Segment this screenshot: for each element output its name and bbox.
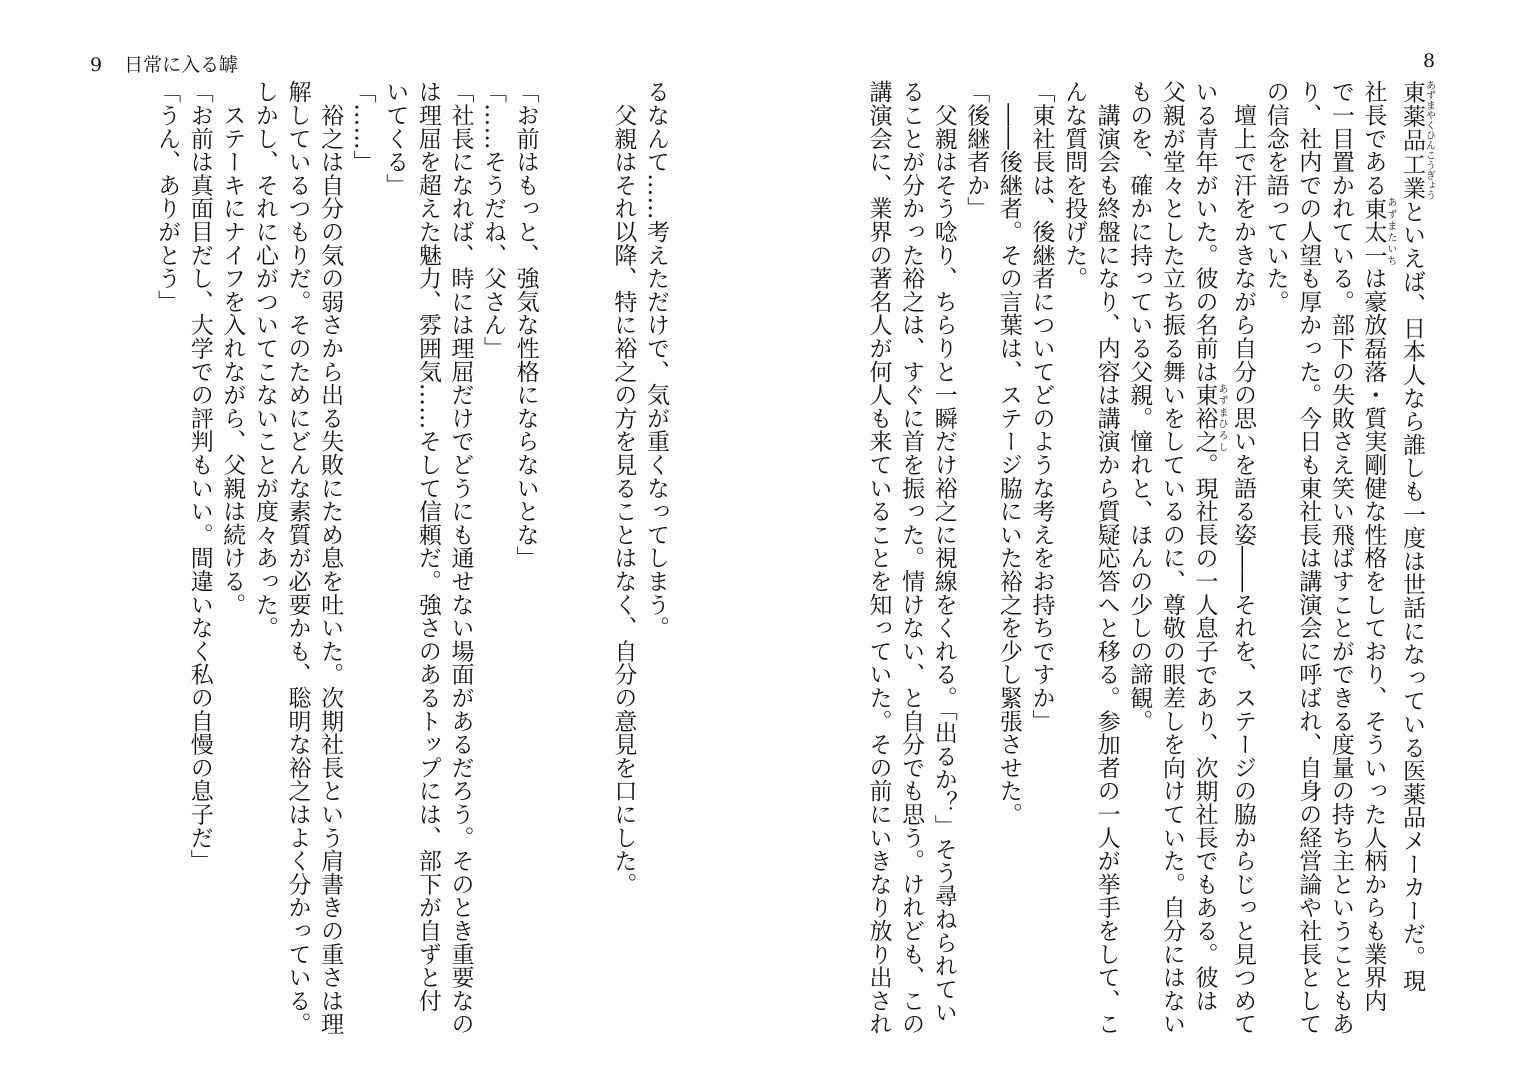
text-line: ることが分かった裕之は、すぐに首を振った。情けない、と自分でも思う。けれども、この: [898, 80, 925, 1036]
ruby-word: 東裕之あずまひろし: [1191, 382, 1227, 453]
ruby-word: 東薬品工業あずまやくひんこうぎょう: [1399, 80, 1435, 200]
text-line: の信念を語っていた。: [1262, 80, 1289, 313]
text-line: 講演会に、業界の著名人が何人も来ていることを知っていた。その前にいきなり放り出され: [865, 80, 892, 1036]
left-page-body: [90, 80, 672, 1036]
text-line: 「お前は真面目だし、大学での評判もいい。間違いなく私の自慢の息子だ」: [186, 80, 213, 873]
text-line: は理屈を超えた魅力、雰囲気……そして信頼だ。強さのあるトップには、部下が自ずと付: [414, 80, 441, 1012]
left-page-number: 9: [90, 54, 103, 76]
text-line: 「……そうだね、父さん」: [480, 80, 507, 360]
text-line: 「うん、ありがとう」: [154, 80, 181, 313]
text-line: 「……」: [349, 80, 376, 174]
text-line: 裕之は自分の気の弱さから出る失敗にため息を吐いた。次期社長という肩書きの重さは理: [317, 80, 344, 1036]
right-page-body: [862, 80, 1435, 1036]
text-line: いる青年がいた。彼の名前は東裕之あずまひろし。現社長の一人息子であり、次期社長でもある。彼は: [1191, 80, 1227, 1013]
text-line: 「社長になれば、時には理屈だけでどうにも通せない場面があるだろう。そのとき重要なの: [447, 80, 474, 1036]
ruby-reading: あずまやくひんこうぎょう: [1423, 80, 1435, 200]
text-line: 父親はそう唸り、ちらりと一瞬だけ裕之に視線をくれる。「出るか？」そう尋ねられてい: [930, 80, 957, 1024]
text-line: 壇上で汗をかきながら自分の思いを語る姿――それを、ステージの脇からじっと見つめて: [1230, 80, 1257, 1036]
text-line: 父親はそれ以降、特に裕之の方を見ることはなく、自分の意見を口にした。: [610, 80, 637, 896]
ruby-reading: あずまひろし: [1215, 382, 1227, 453]
text-line: ものを、確かに持っている父親。憧れと、ほんの少しの諦観。: [1126, 80, 1153, 733]
text-line: いてくる」: [382, 80, 409, 197]
text-line: んな質問を投げた。: [1061, 80, 1088, 290]
text-line: 解しているつもりだ。そのためにどんな素質が必要かも、聡明な裕之はよく分かっている。: [284, 80, 311, 1036]
text-line: 東薬品工業あずまやくひんこうぎょうといえば、日本人なら誰しも一度は世話になっている医薬品メーカーだ。現: [1399, 80, 1435, 992]
text-line: 講演会も終盤になり、内容は講演から質疑応答へと移る。参加者の一人が挙手をして、こ: [1093, 80, 1120, 1036]
text-line: 「後継者か」: [963, 80, 990, 220]
ruby-reading: あずまたいち: [1384, 196, 1396, 267]
text-line: で一目置かれている。部下の失敗さえ笑い飛ばすことができる度量の持ち主ということもあ: [1327, 80, 1354, 1036]
right-page-number: 8: [1423, 50, 1436, 72]
text-line: 「東社長は、後継者についてどのような考えをお持ちですか」: [1028, 80, 1055, 733]
ruby-word: 東太一あずまたいち: [1360, 196, 1396, 267]
text-line: 父親が堂々とした立ち振る舞いをしているのに、尊敬の眼差しを向けていた。自分にはない: [1158, 80, 1185, 1036]
text-line: 「お前はもっと、強気な性格にならないとな」: [512, 80, 539, 570]
left-page-header: [90, 50, 238, 77]
text-line: るなんて……考えただけで、気が重くなってしまう。: [643, 80, 669, 640]
chapter-title: 日常に入る罅: [124, 54, 239, 76]
text-line: ――後継者。その言葉は、ステージ脇にいた裕之を少し緊張させた。: [995, 80, 1022, 826]
text-line: ステーキにナイフを入れながら、父親は続ける。: [219, 80, 246, 616]
text-line: 社長である東太一あずまたいちは豪放磊落・質実剛健な性格をしており、そういった人柄からも業界内: [1360, 80, 1396, 1013]
text-line: しかし、それに心がついてこないことが度々あった。: [251, 80, 278, 640]
right-page-header: [1423, 50, 1435, 72]
text-line: り、社内での人望も厚かった。今日も東社長は講演会に呼ばれ、自身の経営論や社長として: [1295, 80, 1322, 1036]
